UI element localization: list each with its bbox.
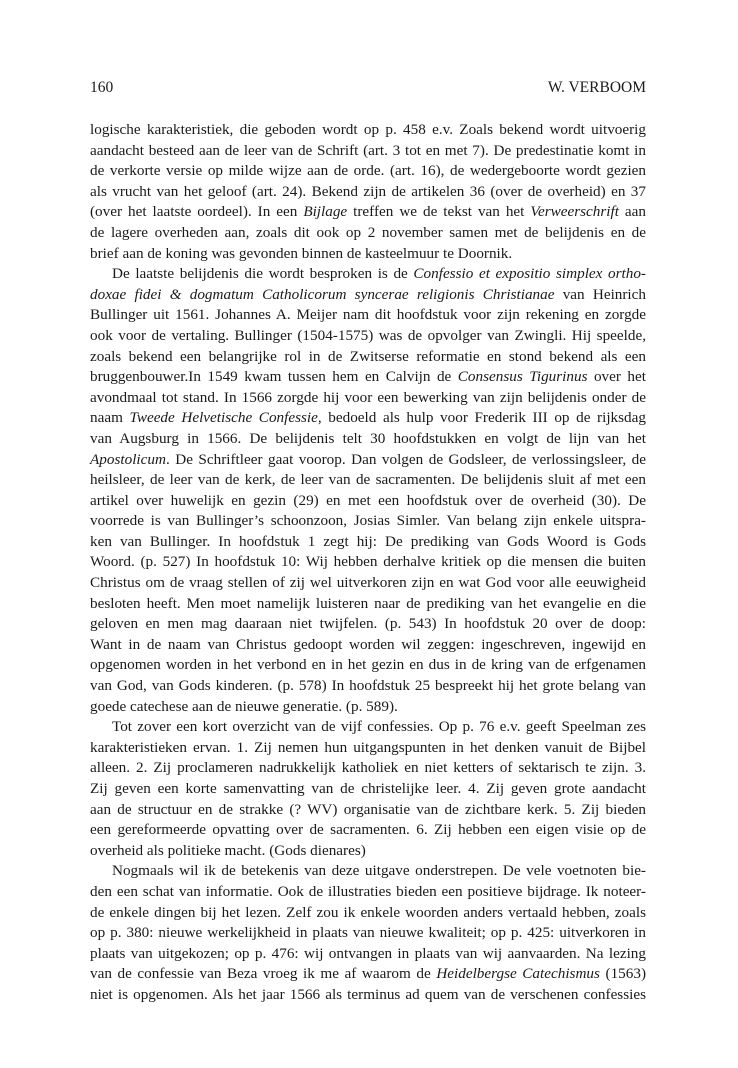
italic-run: doxae fidei & dogmatum Catholicorum syncerae religionis Christianae	[90, 285, 555, 303]
text-run: goede catechese aan de nieuwe generatie. (p. 589).	[90, 697, 398, 715]
text-run: overheid als politieke macht. (Gods dienares)	[90, 841, 366, 859]
text-run: heilsleer, de leer van de kerk, de leer van de sacramenten. De belijdenis sluit af met een	[90, 471, 646, 489]
text-run: voorrede is van Bullinger’s schoonzoon, Josias Simler. Van belang zijn enkele uitspra-	[90, 512, 646, 530]
paragraph	[90, 717, 646, 861]
text-run: opgenomen worden in het verbond en in het gezin en dus in de kring van de erfgenamen	[90, 656, 646, 674]
text-run: , bedoeld als hulp voor Frederik III op de rijksdag	[317, 409, 646, 427]
italic-run: Bijlage	[303, 203, 348, 221]
text-run: plaats van uitgekozen; op p. 476: wij ontvangen in plaats van wij aanvaarden. Na lezing	[90, 944, 646, 962]
text-run: Christus om de vraag stellen of zij wel uitverkoren zijn en wat God voor alle eeuwigheid	[90, 574, 646, 592]
text-line	[90, 944, 646, 965]
text-line	[90, 820, 646, 841]
text-run: Nogmaals wil ik de betekenis van deze uitgave onderstrepen. De vele voetnoten bie-	[112, 862, 646, 880]
text-line	[90, 470, 646, 491]
text-line	[90, 841, 646, 862]
text-line	[90, 141, 646, 162]
text-line	[90, 882, 646, 903]
text-run: avondmaal tot stand. In 1566 zorgde hij voor een bewerking van zijn belijdenis onder de	[90, 388, 646, 406]
text-line	[90, 635, 646, 656]
text-run: artikel over huwelijk en gezin (29) en met een hoofdstuk over de overheid (30). De	[90, 491, 646, 509]
text-run: geloven en men mag daaraan niet twijfelen. (p. 543) In hoofdstuk 20 over de doop:	[90, 615, 646, 633]
text-line	[90, 450, 646, 471]
italic-run: Verweerschrift	[530, 203, 619, 221]
text-line	[90, 655, 646, 676]
text-run: naam	[90, 409, 130, 427]
text-run: treffen we de tekst van het	[347, 203, 531, 221]
text-run: Woord. (p. 527) In hoofdstuk 10: Wij hebben derhalve kritiek op die mensen die buiten	[90, 553, 646, 571]
text-run: Tot zover een kort overzicht van de vijf confessies. Op p. 76 e.v. geeft Speelman zes	[112, 718, 646, 736]
text-line	[90, 697, 646, 718]
text-line	[90, 738, 646, 759]
text-line	[90, 161, 646, 182]
text-run: van Augsburg in 1566. De belijdenis telt 30 hoofdstukken en volgt de lijn van het	[90, 429, 646, 447]
text-line	[90, 182, 646, 203]
text-run: aandacht besteed aan de leer van de Schrift (art. 3 tot en met 7). De predestinatie komt in	[90, 141, 646, 159]
text-line	[90, 429, 646, 450]
italic-run: Apostolicum	[90, 450, 166, 468]
text-line	[90, 676, 646, 697]
text-run: logische karakteristiek, die geboden wordt op p. 458 e.v. Zoals bekend wordt uitvoerig	[90, 121, 646, 138]
text-run: zoals bekend een belangrijke rol in de Zwitserse reformatie en stond bekend als een	[90, 347, 646, 365]
text-line	[90, 264, 646, 285]
paragraph	[90, 264, 646, 717]
text-run: Bullinger uit 1561. Johannes A. Meijer nam dit hoofdstuk voor zijn rekening en zorgde	[90, 306, 646, 324]
text-run: De laatste belijdenis die wordt besproken is de	[112, 265, 414, 283]
book-page	[90, 78, 646, 1006]
text-run: de enkele dingen bij het lezen. Zelf zou ik enkele woorden anders vertaald hebben, zoals	[90, 903, 646, 921]
text-line	[90, 758, 646, 779]
text-line	[90, 511, 646, 532]
text-run: ook voor de vertaling. Bullinger (1504-1575) was de opvolger van Zwingli. Hij speelde,	[90, 326, 646, 344]
text-run: Want in de naam van Christus gedoopt worden wil zeggen: ingeschreven, ingewijd en	[90, 635, 646, 653]
text-run: op p. 380: nieuwe werkelijkheid in plaats van nieuwe kwaliteit; op p. 425: uitverkoren in	[90, 924, 646, 942]
text-run: . De Schriftleer gaat voorop. Dan volgen de Godsleer, de verlossingsleer, de	[165, 450, 646, 468]
text-run: aan	[618, 203, 646, 221]
text-run: brief aan de koning was gevonden binnen de kasteelmuur te Doornik.	[90, 244, 513, 262]
text-run: karakteristieken ervan. 1. Zij nemen hun uitgangspunten in het denken vanuit de Bijbel	[90, 738, 646, 756]
text-line	[90, 985, 646, 1006]
text-line	[90, 223, 646, 244]
text-run: besloten heeft. Men moet namelijk luisteren naar de prediking van het evangelie en die	[90, 594, 646, 612]
text-run: van de confessie van Beza vroeg ik me af waarom de	[90, 965, 437, 983]
body-text	[90, 120, 646, 1006]
running-title: W. VERBOOM	[547, 79, 646, 96]
text-run: van God, van Gods kinderen. (p. 578) In hoofdstuk 25 bespreekt hij het grote belang van	[90, 677, 646, 695]
text-run: (over het laatste oordeel). In een	[90, 203, 304, 221]
text-line	[90, 800, 646, 821]
text-line	[90, 532, 646, 553]
text-line	[90, 367, 646, 388]
page-number: 160	[90, 79, 114, 96]
text-line	[90, 202, 646, 223]
text-line	[90, 923, 646, 944]
text-run: van Heinrich	[554, 285, 646, 303]
text-run: alleen. 2. Zij proclameren nadrukkelijk katholiek en niet ketters of sektarisch te zijn. 3.	[90, 759, 646, 777]
text-run: Zij geven een korte samenvatting van de christelijke leer. 4. Zij geven grote aandacht	[90, 780, 646, 797]
text-line	[90, 285, 646, 306]
running-header	[90, 78, 646, 98]
text-run: bruggenbouwer.In 1549 kwam tussen hem en Calvijn de	[90, 368, 458, 386]
paragraph	[90, 120, 646, 264]
text-line	[90, 573, 646, 594]
text-run: den een schat van informatie. Ook de illustraties bieden een positieve bijdrage. Ik noteer-	[90, 882, 646, 900]
text-line	[90, 779, 646, 800]
paragraph	[90, 861, 646, 1005]
text-line	[90, 305, 646, 326]
text-run: een gereformeerde opvatting over de sacramenten. 6. Zij hebben een eigen visie op de	[90, 821, 646, 839]
text-line	[90, 861, 646, 882]
italic-run: Heidelbergse Catechismus	[436, 965, 600, 983]
text-line	[90, 614, 646, 635]
text-line	[90, 120, 646, 141]
text-run: de lagere overheden aan, zoals dit ook op 2 november samen met de belijdenis en de	[90, 223, 646, 241]
text-line	[90, 388, 646, 409]
text-run: (1563)	[599, 965, 646, 983]
text-line	[90, 717, 646, 738]
text-line	[90, 594, 646, 615]
text-run: niet is opgenomen. Als het jaar 1566 als terminus ad quem van de verschenen confessies	[90, 985, 646, 1003]
italic-run: Consensus Tigurinus	[457, 368, 588, 386]
text-run: de verkorte versie op milde wijze aan de orde. (art. 16), de wedergeboorte wordt gezien	[90, 162, 646, 180]
text-run: over het	[587, 368, 646, 386]
text-line	[90, 491, 646, 512]
text-line	[90, 326, 646, 347]
italic-run: Tweede Helvetische Confessie	[129, 409, 318, 427]
text-line	[90, 552, 646, 573]
text-run: ken van Bullinger. In hoofdstuk 1 zegt hij: De prediking van Gods Woord is Gods	[90, 532, 646, 550]
text-line	[90, 408, 646, 429]
text-run: aan de structuur en de strakke (? WV) organisatie van de zichtbare kerk. 5. Zij bieden	[90, 800, 646, 818]
italic-run: Confessio et expositio simplex ortho-	[413, 265, 646, 283]
text-line	[90, 244, 646, 265]
text-line	[90, 903, 646, 924]
text-run: als vrucht van het geloof (art. 24). Bekend zijn de artikelen 36 (over de overheid) en 37	[90, 182, 646, 200]
text-line	[90, 347, 646, 368]
text-line	[90, 964, 646, 985]
